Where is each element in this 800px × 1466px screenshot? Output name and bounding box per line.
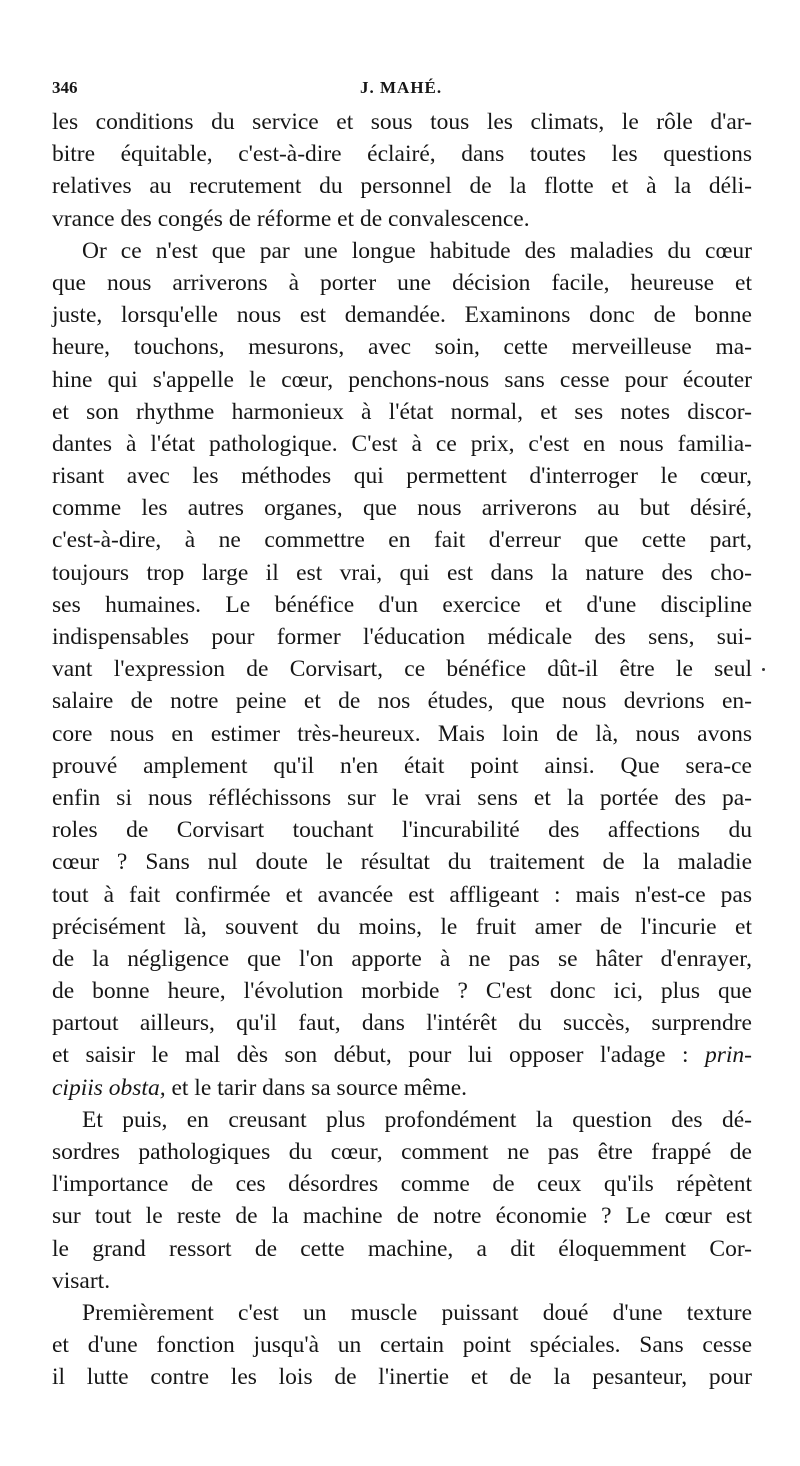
text-line: et d'une fonction jusqu'à un certain point spéciales. Sans cesse — [52, 1332, 752, 1359]
text-line: Et puis, en creusant plus profondément la question des dé- — [82, 1106, 752, 1133]
text-line: tout à fait confirmée et avancée est affligeant : mais n'est-ce pas — [52, 881, 752, 908]
text-line: toujours trop large il est vrai, qui est dans la nature des cho- — [52, 559, 752, 586]
text-line: bitre équitable, c'est-à-dire éclairé, dans toutes les questions — [52, 141, 752, 168]
text-line: indispensables pour former l'éducation médicale des sens, sui- — [52, 624, 752, 650]
text-line: comme les autres organes, que nous arriverons au but désiré, — [52, 495, 752, 522]
text-line: vrance des congés de réforme et de convalescence. — [52, 205, 530, 232]
book-page — [52, 70, 752, 1394]
page-number: 346 — [52, 78, 78, 97]
paper-speck — [762, 668, 765, 671]
text-line: juste, lorsqu'elle nous est demandée. Examinons donc de bonne — [52, 302, 752, 329]
text-line: hine qui s'appelle le cœur, penchons-nous sans cesse pour écouter — [52, 366, 752, 393]
italic-latin-run: cipiis obsta, — [52, 1074, 166, 1101]
text-line: sur tout le reste de la machine de notre économie ? Le cœur est — [52, 1203, 752, 1230]
text-run: et saisir le mal dès son début, pour lui opposer l'adage : — [52, 1042, 689, 1069]
text-line: le grand ressort de cette machine, a dit éloquemment Cor- — [52, 1235, 752, 1262]
text-line: et son rhythme harmonieux à l'état normal, et ses notes discor- — [52, 398, 752, 425]
italic-latin-run: prin- — [705, 1042, 752, 1069]
text-line: ses humaines. Le bénéfice d'un exercice et d'une discipline — [52, 591, 752, 618]
text-line-with-italic — [52, 1072, 752, 1104]
text-line: core nous en estimer très-heureux. Mais loin de là, nous avons — [52, 720, 752, 747]
text-line: cœur ? Sans nul doute le résultat du traitement de la maladie — [52, 849, 752, 876]
text-line: il lutte contre les lois de l'inertie et de la pesanteur, pour — [52, 1364, 752, 1391]
text-line: les conditions du service et sous tous les climats, le rôle d'ar- — [52, 109, 752, 135]
text-line: Premièrement c'est un muscle puissant doué d'une texture — [82, 1299, 752, 1326]
text-line: Or ce n'est que par une longue habitude des maladies du cœur — [82, 237, 752, 264]
text-line: roles de Corvisart touchant l'incurabilité des affections du — [52, 817, 752, 844]
running-head: J. MAHÉ. — [360, 78, 443, 97]
text-line: de bonne heure, l'évolution morbide ? C'est donc ici, plus que — [52, 978, 752, 1005]
text-line: risant avec les méthodes qui permettent d'interroger le cœur, — [52, 463, 752, 490]
text-line: enfin si nous réfléchissons sur le vrai sens et la portée des pa- — [52, 784, 752, 811]
text-line: de la négligence que l'on apporte à ne pas se hâter d'enrayer, — [52, 945, 752, 972]
text-line: relatives au recrutement du personnel de la flotte et à la déli- — [52, 173, 752, 200]
text-line: l'importance de ces désordres comme de ceux qu'ils répètent — [52, 1171, 752, 1198]
text-line: prouvé amplement qu'il n'en était point ainsi. Que sera-ce — [52, 752, 752, 779]
text-line-with-italic — [52, 1039, 752, 1071]
page-header — [52, 70, 752, 106]
text-line: précisément là, souvent du moins, le fruit amer de l'incurie et — [52, 913, 752, 940]
body-text — [52, 106, 752, 1394]
text-line: heure, touchons, mesurons, avec soin, cette merveilleuse ma- — [52, 334, 752, 361]
text-line: dantes à l'état pathologique. C'est à ce prix, c'est en nous familia- — [52, 430, 752, 457]
text-run: et le tarir dans sa source même. — [165, 1074, 468, 1101]
text-line: que nous arriverons à porter une décision facile, heureuse et — [52, 269, 752, 296]
text-line: sordres pathologiques du cœur, comment ne pas être frappé de — [52, 1139, 752, 1165]
text-line: partout ailleurs, qu'il faut, dans l'intérêt du succès, surprendre — [52, 1010, 752, 1037]
text-line: salaire de notre peine et de nos études, que nous devrions en- — [52, 688, 752, 715]
text-line: vant l'expression de Corvisart, ce bénéfice dût-il être le seul — [52, 656, 752, 683]
text-line: visart. — [52, 1267, 111, 1294]
text-line: c'est-à-dire, à ne commettre en fait d'erreur que cette part, — [52, 527, 752, 554]
